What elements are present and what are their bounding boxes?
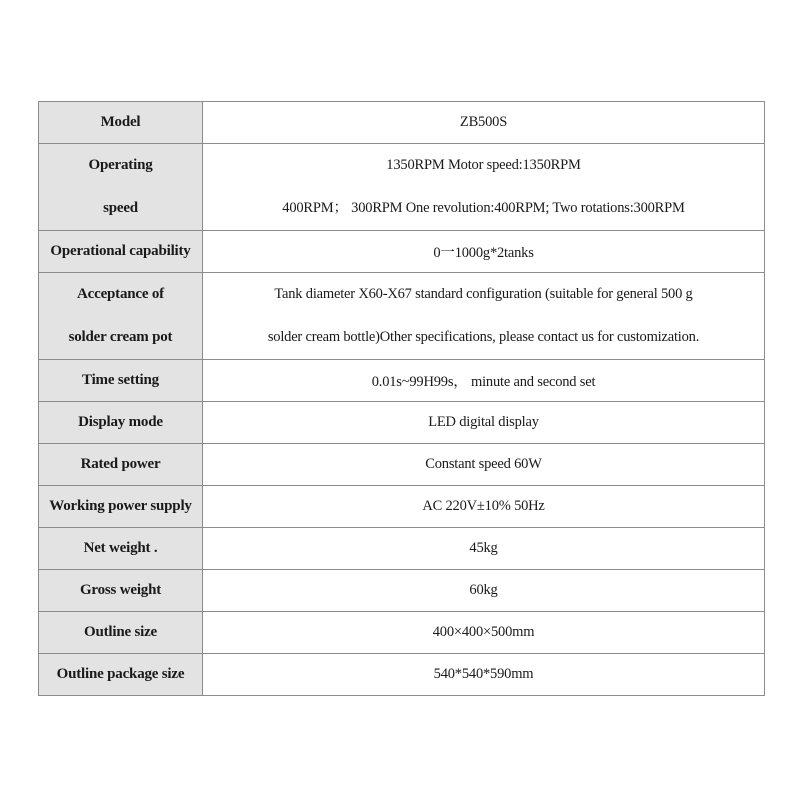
row-label: [39, 402, 203, 444]
row-label: [39, 231, 203, 273]
row-label-text: Time setting: [82, 372, 159, 388]
row-value: [203, 444, 765, 486]
row-label-text: Model: [100, 114, 141, 130]
row-label: [39, 612, 203, 654]
table-row-operating-speed: [39, 144, 765, 231]
row-value: [203, 273, 765, 360]
row-value: [203, 612, 765, 654]
table-row-model: [39, 102, 765, 144]
row-label-text: Net weight .: [83, 540, 158, 556]
row-label: [39, 273, 203, 360]
table-row-display-mode: [39, 402, 765, 444]
row-label: [39, 654, 203, 696]
row-label-text: Operating: [88, 157, 153, 173]
row-label-text: Outline package size: [56, 666, 185, 682]
row-value-text: 60kg: [469, 582, 498, 598]
table-row-rated-power: [39, 444, 765, 486]
row-label: [39, 570, 203, 612]
row-label-text: Rated power: [80, 456, 161, 472]
row-value-text: 0.01s~99H99s， minute and second set: [371, 374, 596, 390]
row-value-text: 0一1000g*2tanks: [433, 245, 534, 261]
row-label: [39, 102, 203, 144]
table-row-net-weight: [39, 528, 765, 570]
row-value: [203, 528, 765, 570]
row-value-text: 540*540*590mm: [433, 666, 534, 682]
row-value: [203, 231, 765, 273]
row-label-text: Operational capability: [50, 243, 191, 259]
row-value-text: 400×400×500mm: [432, 624, 535, 640]
row-value: [203, 654, 765, 696]
row-value-text: Constant speed 60W: [425, 456, 542, 472]
row-value-text: 45kg: [469, 540, 498, 556]
table-row-outline-package-size: [39, 654, 765, 696]
row-label: [39, 360, 203, 402]
row-label-text: Outline size: [83, 624, 157, 640]
row-value: [203, 144, 765, 231]
row-value-text: Tank diameter X60-X67 standard configuration (suitable for general 500 g: [274, 286, 693, 302]
table-row-gross-weight: [39, 570, 765, 612]
table-row-operational-capability: [39, 231, 765, 273]
spec-table: [38, 101, 765, 696]
table-row-working-power-supply: [39, 486, 765, 528]
row-label-text: solder cream pot: [68, 329, 173, 345]
row-value-text: LED digital display: [428, 414, 539, 430]
row-value: [203, 402, 765, 444]
table-row-outline-size: [39, 612, 765, 654]
row-value-text: 400RPM； 300RPM One revolution:400RPM; Two rotations:300RPM: [282, 200, 685, 216]
spec-table-body: [39, 102, 765, 696]
row-value-text: 1350RPM Motor speed:1350RPM: [386, 157, 581, 173]
row-label: [39, 144, 203, 231]
row-label: [39, 528, 203, 570]
row-label-text: Gross weight: [79, 582, 162, 598]
row-label-text: Acceptance of: [77, 286, 164, 302]
row-label-text: Display mode: [78, 414, 163, 430]
row-value-text: AC 220V±10% 50Hz: [422, 498, 545, 514]
table-row-time-setting: [39, 360, 765, 402]
row-label-text: Working power supply: [49, 498, 192, 514]
row-value-text: solder cream bottle)Other specifications, please contact us for customization.: [267, 329, 700, 345]
row-label: [39, 486, 203, 528]
row-value-text: ZB500S: [459, 114, 508, 130]
row-value: [203, 486, 765, 528]
table-row-acceptance: [39, 273, 765, 360]
row-label: [39, 444, 203, 486]
row-value: [203, 102, 765, 144]
row-label-text: speed: [103, 200, 138, 216]
row-value: [203, 360, 765, 402]
row-value: [203, 570, 765, 612]
